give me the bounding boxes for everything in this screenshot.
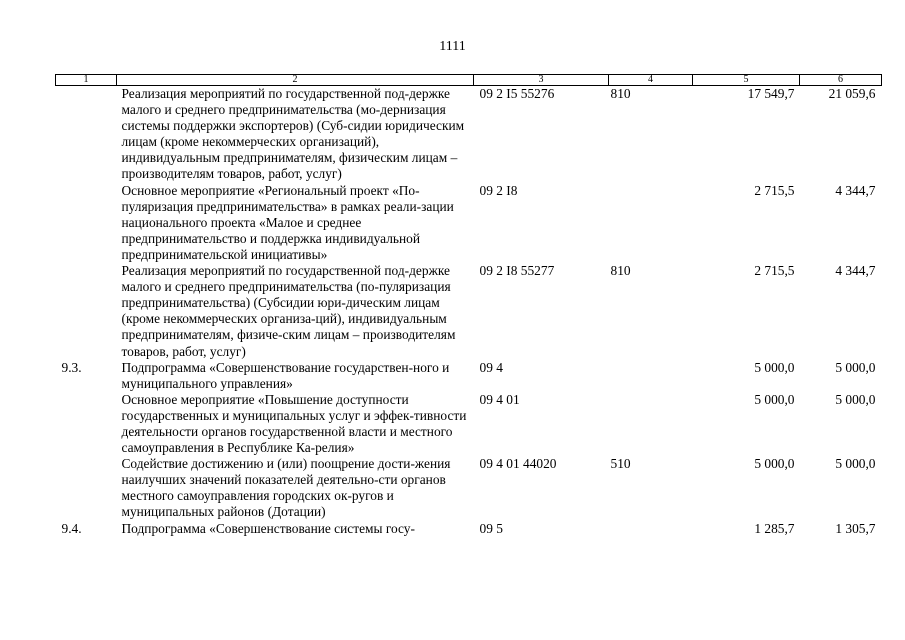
row-name: Реализация мероприятий по государственной под-держке малого и среднего предпринимательства (по-пуляризация предпринимательства) (Субсидии юри-дическим лицам (кроме некоммерческих организа-ций), индивидуальным предпринимателям, физиче-ским лицам – производителям товаров, работ, услуг) <box>121 263 456 359</box>
table-row <box>56 360 882 392</box>
row-expense-type: 510 <box>610 456 631 472</box>
row-expense-type: 810 <box>610 263 631 279</box>
row-number <box>56 263 117 360</box>
column-header-6: 6 <box>800 75 882 86</box>
row-name: Подпрограмма «Совершенствование системы госу- <box>121 520 415 536</box>
row-value-col5: 17 549,7 <box>747 86 795 101</box>
row-number <box>56 183 117 263</box>
row-code: 09 2 I5 55276 <box>479 86 555 101</box>
row-name: Реализация мероприятий по государственной под-держке малого и среднего предпринимательства (мо-дернизация системы поддержки экспортеров) (Суб-сидии юридическим лицам (кроме некоммерческих организаций), индивидуальным предпринимателям, физическим лицам – производителям товаров, работ, услуг) <box>121 86 465 182</box>
row-code: 09 4 01 <box>479 391 520 407</box>
row-code: 09 2 I8 <box>479 182 518 198</box>
row-code: 09 4 01 44020 <box>479 456 557 472</box>
row-code: 09 5 <box>479 520 503 536</box>
row-expense-type <box>609 183 693 263</box>
row-value-col6: 5 000,0 <box>835 456 876 472</box>
row-expense-type <box>609 521 693 537</box>
column-header-5: 5 <box>693 75 800 86</box>
row-number: 9.3. <box>61 359 82 375</box>
row-value-col6: 4 344,7 <box>835 182 876 198</box>
row-number: 9.4. <box>61 520 82 536</box>
table-row <box>56 183 882 263</box>
row-code: 09 4 <box>479 359 503 375</box>
table-row <box>56 456 882 520</box>
column-header-1: 1 <box>56 75 117 86</box>
row-value-col6: 21 059,6 <box>828 86 876 101</box>
column-header-4: 4 <box>609 75 693 86</box>
table-row <box>56 392 882 456</box>
column-header-2: 2 <box>117 75 474 86</box>
row-value-col5: 2 715,5 <box>754 182 795 198</box>
row-value-col6: 5 000,0 <box>835 359 876 375</box>
column-number-header-row <box>56 75 882 86</box>
row-value-col5: 5 000,0 <box>754 391 795 407</box>
row-code: 09 2 I8 55277 <box>479 263 555 279</box>
page-number: 1111 <box>439 39 466 54</box>
row-value-col5: 1 285,7 <box>754 520 795 536</box>
row-name: Основное мероприятие «Повышение доступности государственных и муниципальных услуг и эффек-тивности деятельности органов государственной власти и местного самоуправления в Республике Ка-релия» <box>121 391 467 456</box>
table-row <box>56 86 882 183</box>
row-number <box>56 456 117 520</box>
table-row <box>56 521 882 537</box>
budget-table <box>55 74 882 537</box>
row-name: Содействие достижению и (или) поощрение дости-жения наилучших значений показателей деятельно-сти органов местного самоуправления городских ок-ругов и муниципальных районов (Дотации) <box>121 456 451 520</box>
row-expense-type: 810 <box>610 86 631 101</box>
row-expense-type <box>609 392 693 456</box>
row-value-col6: 5 000,0 <box>835 391 876 407</box>
row-name: Подпрограмма «Совершенствование государствен-ного и муниципального управления» <box>121 359 450 391</box>
row-value-col5: 5 000,0 <box>754 359 795 375</box>
row-value-col5: 2 715,5 <box>754 263 795 279</box>
row-number <box>56 86 117 183</box>
row-value-col6: 1 305,7 <box>835 520 876 536</box>
table-row <box>56 263 882 360</box>
row-value-col6: 4 344,7 <box>835 263 876 279</box>
column-header-3: 3 <box>474 75 609 86</box>
row-value-col5: 5 000,0 <box>754 456 795 472</box>
row-number <box>56 392 117 456</box>
row-name: Основное мероприятие «Региональный проект «По-пуляризация предпринимательства» в рамках реали-зации национального проекта «Малое и среднее предпринимательство и поддержка индивидуальной предпринимательской инициативы» <box>121 182 454 262</box>
row-expense-type <box>609 360 693 392</box>
